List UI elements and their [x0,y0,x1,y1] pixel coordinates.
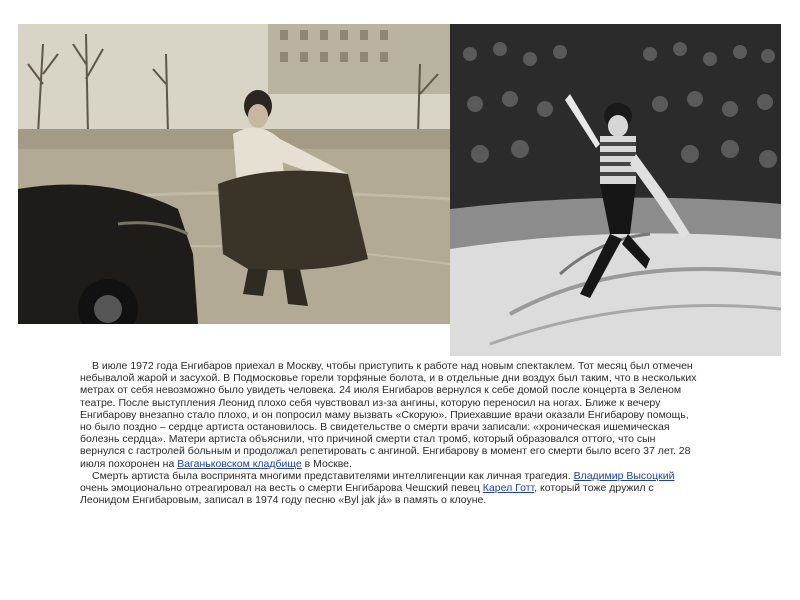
paragraph-1-text: В июле 1972 года Енгибаров приехал в Москву, чтобы приступить к работе над новым спектаклем. Тот месяц был отмечен небывалой жарой и засухой. В Подмосковье горели торфяные болота, и в отдельные дни воздух был таким, что в нескольких метрах от себя невозможно было увидеть человека. 24 июля Енгибаров вернулся к себе домой после концерта в Зеленом театре. После выступления Леонид плохо себя чувствовал из-за ангины, которую переносил на ногах. Ближе к вечеру Енгибарову внезапно стало плохо, и он попросил маму вызвать «Скорую». Приехавшие врачи оказали Енгибарову помощь, но было поздно – сердце артиста остановилось. В свидетельстве о смерти врачи записали: «хроническая ишемическая болезнь сердца». Матери артиста объяснили, что причиной смерти стал тромб, который образовался оттого, что сын вернулся с гастролей больным и продолжал репетировать с ангиной. Енгибарову в момент его смерти было всего 37 лет. 28 июля похоронен на [80,360,697,470]
paragraph-death-circumstances [80,360,700,470]
photo-right-drawing [450,24,781,356]
paragraph-2-end: , который тоже дружил с Леонидом Енгибаровым, записал в 1974 году песню «Byl jak já» в память о клоуне. [80,482,654,507]
link-vagankovo-cemetery[interactable]: Ваганьковском кладбище [177,457,302,470]
photo-left-drawing [18,24,450,324]
photo-clown-with-coat-and-car [18,24,450,324]
paragraph-reactions [80,470,700,507]
article-text [80,360,700,506]
paragraph-1-end: в Москве. [301,457,352,470]
link-karel-gott[interactable]: Карел Готт [482,482,535,495]
photo-clown-in-circus-arena [450,24,781,356]
paragraph-2-middle: очень эмоционально отреагировал на весть о смерти Енгибарова Чешский певец [80,482,483,495]
paragraph-2-start: Смерть артиста была воспринята многими представителями интеллигенции как личная трагедия. [92,469,574,482]
link-vladimir-vysotsky[interactable]: Владимир Высоцкий [573,469,675,482]
